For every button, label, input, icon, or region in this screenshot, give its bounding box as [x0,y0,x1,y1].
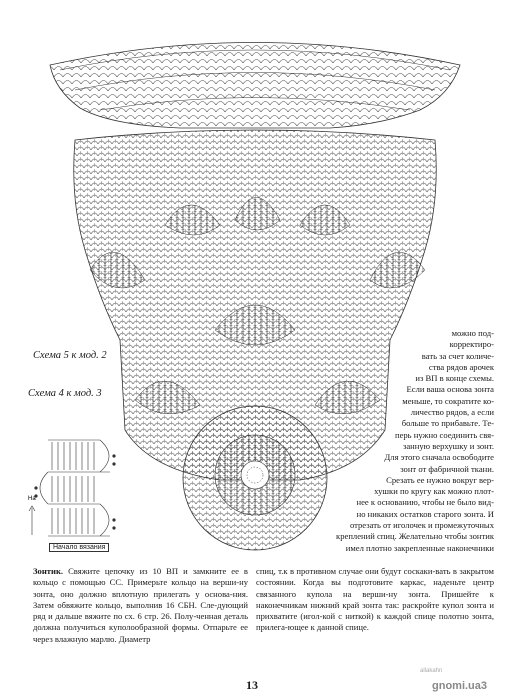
text-column-bottom-left [33,566,248,645]
text-line: отрезать от иголочек и промежуточных [349,520,494,531]
caption-scheme4: Схема 4 к мод. 3 [28,388,102,399]
watermark-tag: allakahn [420,668,443,674]
text-line: но никаких остатков старого зонта. И [356,508,494,519]
section-lead: Зонтик. [33,566,64,576]
text-line: ства рядов арочек [428,361,494,372]
text-column-bottom-right: спиц, т.к в противном случае они будут соскаки-вать в закрытом состоянии. Когда вы подготовите каркас, наденьте центр связанного купола на верши-ну зонта. Пришейте к наконечникам нижний край зонта так: раскройте купол зонта и прихватите (игол-кой с ниткой) к каждой спице полотно зонта, прилега-ющее к данной спице. [256,566,494,633]
page-number: 13 [246,678,258,692]
text-line: из ВП в конце схемы. [415,373,494,384]
section-body: Свяжите цепочку из 10 ВП и замкните ее в кольцо с помощью СС. Примерьте кольцо на верши-ну зонта, оно должно вплотную прилегать у основа-ния. Затем обвяжите кольцо, выполнив 16 СБН. Сле-дующий ряд и дальше вяжите по сх. 6 стр. 26. Полу-ченная деталь должна получиться куполообразной формы. Отпарьте ее через влажную марлю. Диаметр [33,566,248,644]
text-line: нее к основанию, чтобы не было вид- [356,497,494,508]
dome-scheme5 [50,43,460,129]
text-column-right-top [258,328,494,554]
text-line: креплений спиц. Желательно чтобы зонтик [336,531,494,542]
watermark: gnomi.ua3 [432,680,488,692]
legend-stitch-chart [28,438,120,546]
legend-row-label: На [28,496,36,502]
text-line: личество рядов, а если [410,407,494,418]
text-line: зонт от фабричной ткани. [400,463,494,474]
text-line: корректиро- [449,339,494,350]
text-line: Для этого сначала освободите [384,452,494,463]
text-line: меньше, то сократите ко- [402,395,494,406]
text-line: хушки по кругу как можно плот- [374,486,494,497]
text-line: занную верхушку и зонт. [402,440,494,451]
caption-scheme5: Схема 5 к мод. 2 [33,350,107,361]
text-line: Если ваша основа зонта [406,384,494,395]
text-line: больше то прибавьте. Те- [401,418,494,429]
text-line: Срезать ее нужно вокруг вер- [386,474,494,485]
legend-start-label: Начало вязания [49,543,109,552]
text-line: имел плотно закрепленные наконечники [345,542,494,553]
text-line: можно под- [451,328,494,338]
text-line: вать за счет количе- [421,350,494,361]
text-line: перь нужно соединить свя- [394,429,494,440]
